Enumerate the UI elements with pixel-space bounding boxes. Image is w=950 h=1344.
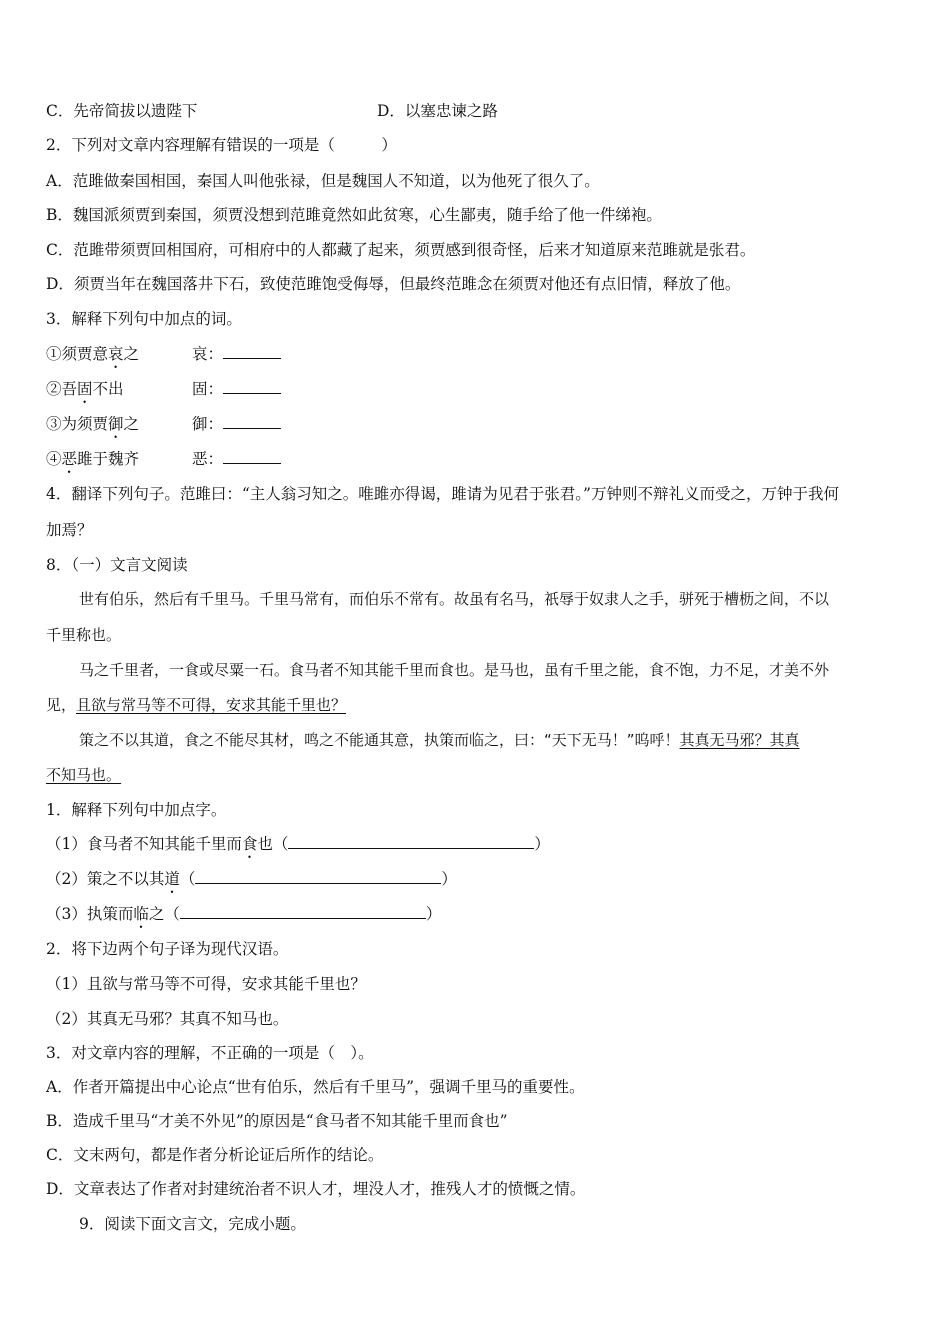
item-text: 吾 <box>61 380 78 398</box>
option-d: D．以塞忠谏之路 <box>377 102 498 120</box>
s8-q3-stem: 3．对文章内容的理解，不正确的一项是（ ）。 <box>46 1044 374 1062</box>
passage-text: 策之不以其道，食之不能尽其材，鸣之不能通其意，执策而临之，曰：“天下无马！”呜呼！ <box>79 731 680 749</box>
s8-q1-item-3 <box>46 903 441 932</box>
s8-q1-stem: 1．解释下列句中加点字。 <box>46 801 227 819</box>
passage-p3-line2 <box>46 764 121 786</box>
item-num: （3） <box>46 905 87 923</box>
item-text: ） <box>534 835 550 853</box>
item-term: 恶： <box>192 450 224 468</box>
option-d-line <box>377 100 498 122</box>
passage-p1-line1: 世有伯乐，然后有千里马。千里马常有，而伯乐不常有。故虽有名马，祇辱于奴隶人之手，骈死于槽枥之间，不以 <box>79 590 830 608</box>
answer-blank[interactable] <box>180 904 426 919</box>
q4-line-1: 4．翻译下列句子。范雎曰：“主人翁习知之。唯雎亦得谒，雎请为见君于张君。”万钟则不辩礼义而受之，万钟于我何 <box>46 485 839 503</box>
underlined-sentence: 不知马也。 <box>46 766 122 784</box>
item-text: 策之不以其 <box>86 870 165 888</box>
dotted-word: 御 <box>108 415 124 433</box>
s8-q1-item-1 <box>46 833 550 862</box>
dotted-word: 固 <box>77 380 93 398</box>
item-term: 固： <box>192 380 224 398</box>
q3-item-4 <box>46 448 281 477</box>
s8-q3-option-a: A．作者开篇提出中心论点“世有伯乐，然后有千里马”，强调千里马的重要性。 <box>46 1078 585 1096</box>
answer-blank[interactable] <box>223 379 281 394</box>
item-text: 为须贾 <box>61 415 109 433</box>
s8-q2-sentence-1: （1）且欲与常马等不可得，安求其能千里也？ <box>46 975 366 993</box>
item-num: ② <box>46 380 62 398</box>
q3-item-3 <box>46 413 281 442</box>
underlined-sentence: 其真无马邪？其真 <box>679 731 800 749</box>
passage-text: 见， <box>46 696 77 714</box>
q2-option-d: D．须贾当年在魏国落井下石，致使范雎饱受侮辱，但最终范雎念在须贾对他还有点旧情，释放了他。 <box>46 275 741 293</box>
answer-blank[interactable] <box>223 414 281 429</box>
item-text: ） <box>425 905 442 923</box>
passage-p1-line2: 千里称也。 <box>46 626 122 644</box>
q2-option-b: B．魏国派须贾到秦国，须贾没想到范雎竟然如此贫寒，心生鄙夷，随手给了他一件绨袍。 <box>46 206 662 224</box>
dotted-word: 食 <box>241 835 258 853</box>
item-text: ） <box>441 870 457 888</box>
item-num: （1） <box>46 835 87 853</box>
item-term: 哀： <box>192 345 224 363</box>
item-text: 雎于魏齐 <box>77 450 140 468</box>
item-text: （ <box>179 870 196 888</box>
item-num: ① <box>46 345 62 363</box>
item-num: ③ <box>46 415 62 433</box>
item-text: 食马者不知其能千里而 <box>86 835 242 853</box>
dotted-word: 哀 <box>108 345 124 363</box>
dotted-word: 恶 <box>61 450 78 468</box>
s8-q2-sentence-2: （2）其真无马邪？其真不知马也。 <box>46 1010 289 1028</box>
item-text: 之 <box>123 345 140 363</box>
item-text: 须贾意 <box>61 345 109 363</box>
section-8-heading: 8．（一）文言文阅读 <box>46 556 188 574</box>
answer-blank[interactable] <box>223 344 281 359</box>
q3-stem: 3．解释下列句中加点的词。 <box>46 310 242 328</box>
s8-q1-item-2 <box>46 868 457 897</box>
underlined-sentence: 且欲与常马等不可得，安求其能千里也？ <box>76 696 347 714</box>
q4-line-2: 加焉？ <box>46 521 93 539</box>
s8-q3-option-d: D．文章表达了作者对封建统治者不识人才，埋没人才，推残人才的愤慨之情。 <box>46 1180 586 1198</box>
option-c-line <box>46 100 197 122</box>
option-c: C．先帝简拔以遗陛下 <box>46 102 198 120</box>
answer-blank[interactable] <box>288 834 534 849</box>
passage-p2-line1: 马之千里者，一食或尽粟一石。食马者不知其能千里而食也。是马也，虽有千里之能，食不饱，力不足，才美不外 <box>79 661 830 679</box>
item-text: 也（ <box>257 835 289 853</box>
s8-q2-stem: 2．将下边两个句子译为现代汉语。 <box>46 940 289 958</box>
dotted-word: 临 <box>133 905 149 923</box>
item-num: ④ <box>46 450 62 468</box>
q3-item-1 <box>46 343 281 372</box>
passage-p2-line2 <box>46 694 346 716</box>
item-text: 之 <box>123 415 140 433</box>
passage-p3-line1 <box>79 729 800 751</box>
s8-q3-option-b: B．造成千里马“才美不外见”的原因是“食马者不知其能千里而食也” <box>46 1112 508 1130</box>
q2-stem: 2．下列对文章内容理解有错误的一项是（ ） <box>46 136 397 154</box>
item-term: 御： <box>192 415 224 433</box>
q2-option-c: C．范雎带须贾回相国府，可相府中的人都藏了起来，须贾感到很奇怪，后来才知道原来范雎就是张君。 <box>46 241 756 259</box>
section-9-heading: 9．阅读下面文言文，完成小题。 <box>79 1215 306 1233</box>
dotted-word: 道 <box>164 870 180 888</box>
answer-blank[interactable] <box>195 869 441 884</box>
s8-q3-option-c: C．文末两句，都是作者分析论证后所作的结论。 <box>46 1146 384 1164</box>
item-num: （2） <box>46 870 87 888</box>
q2-option-a: A．范雎做秦国相国，秦国人叫他张禄，但是魏国人不知道，以为他死了很久了。 <box>46 172 600 190</box>
q3-item-2 <box>46 378 281 407</box>
item-text: 不出 <box>92 380 124 398</box>
item-text: 之（ <box>148 905 180 923</box>
answer-blank[interactable] <box>223 449 281 464</box>
item-text: 执策而 <box>86 905 134 923</box>
